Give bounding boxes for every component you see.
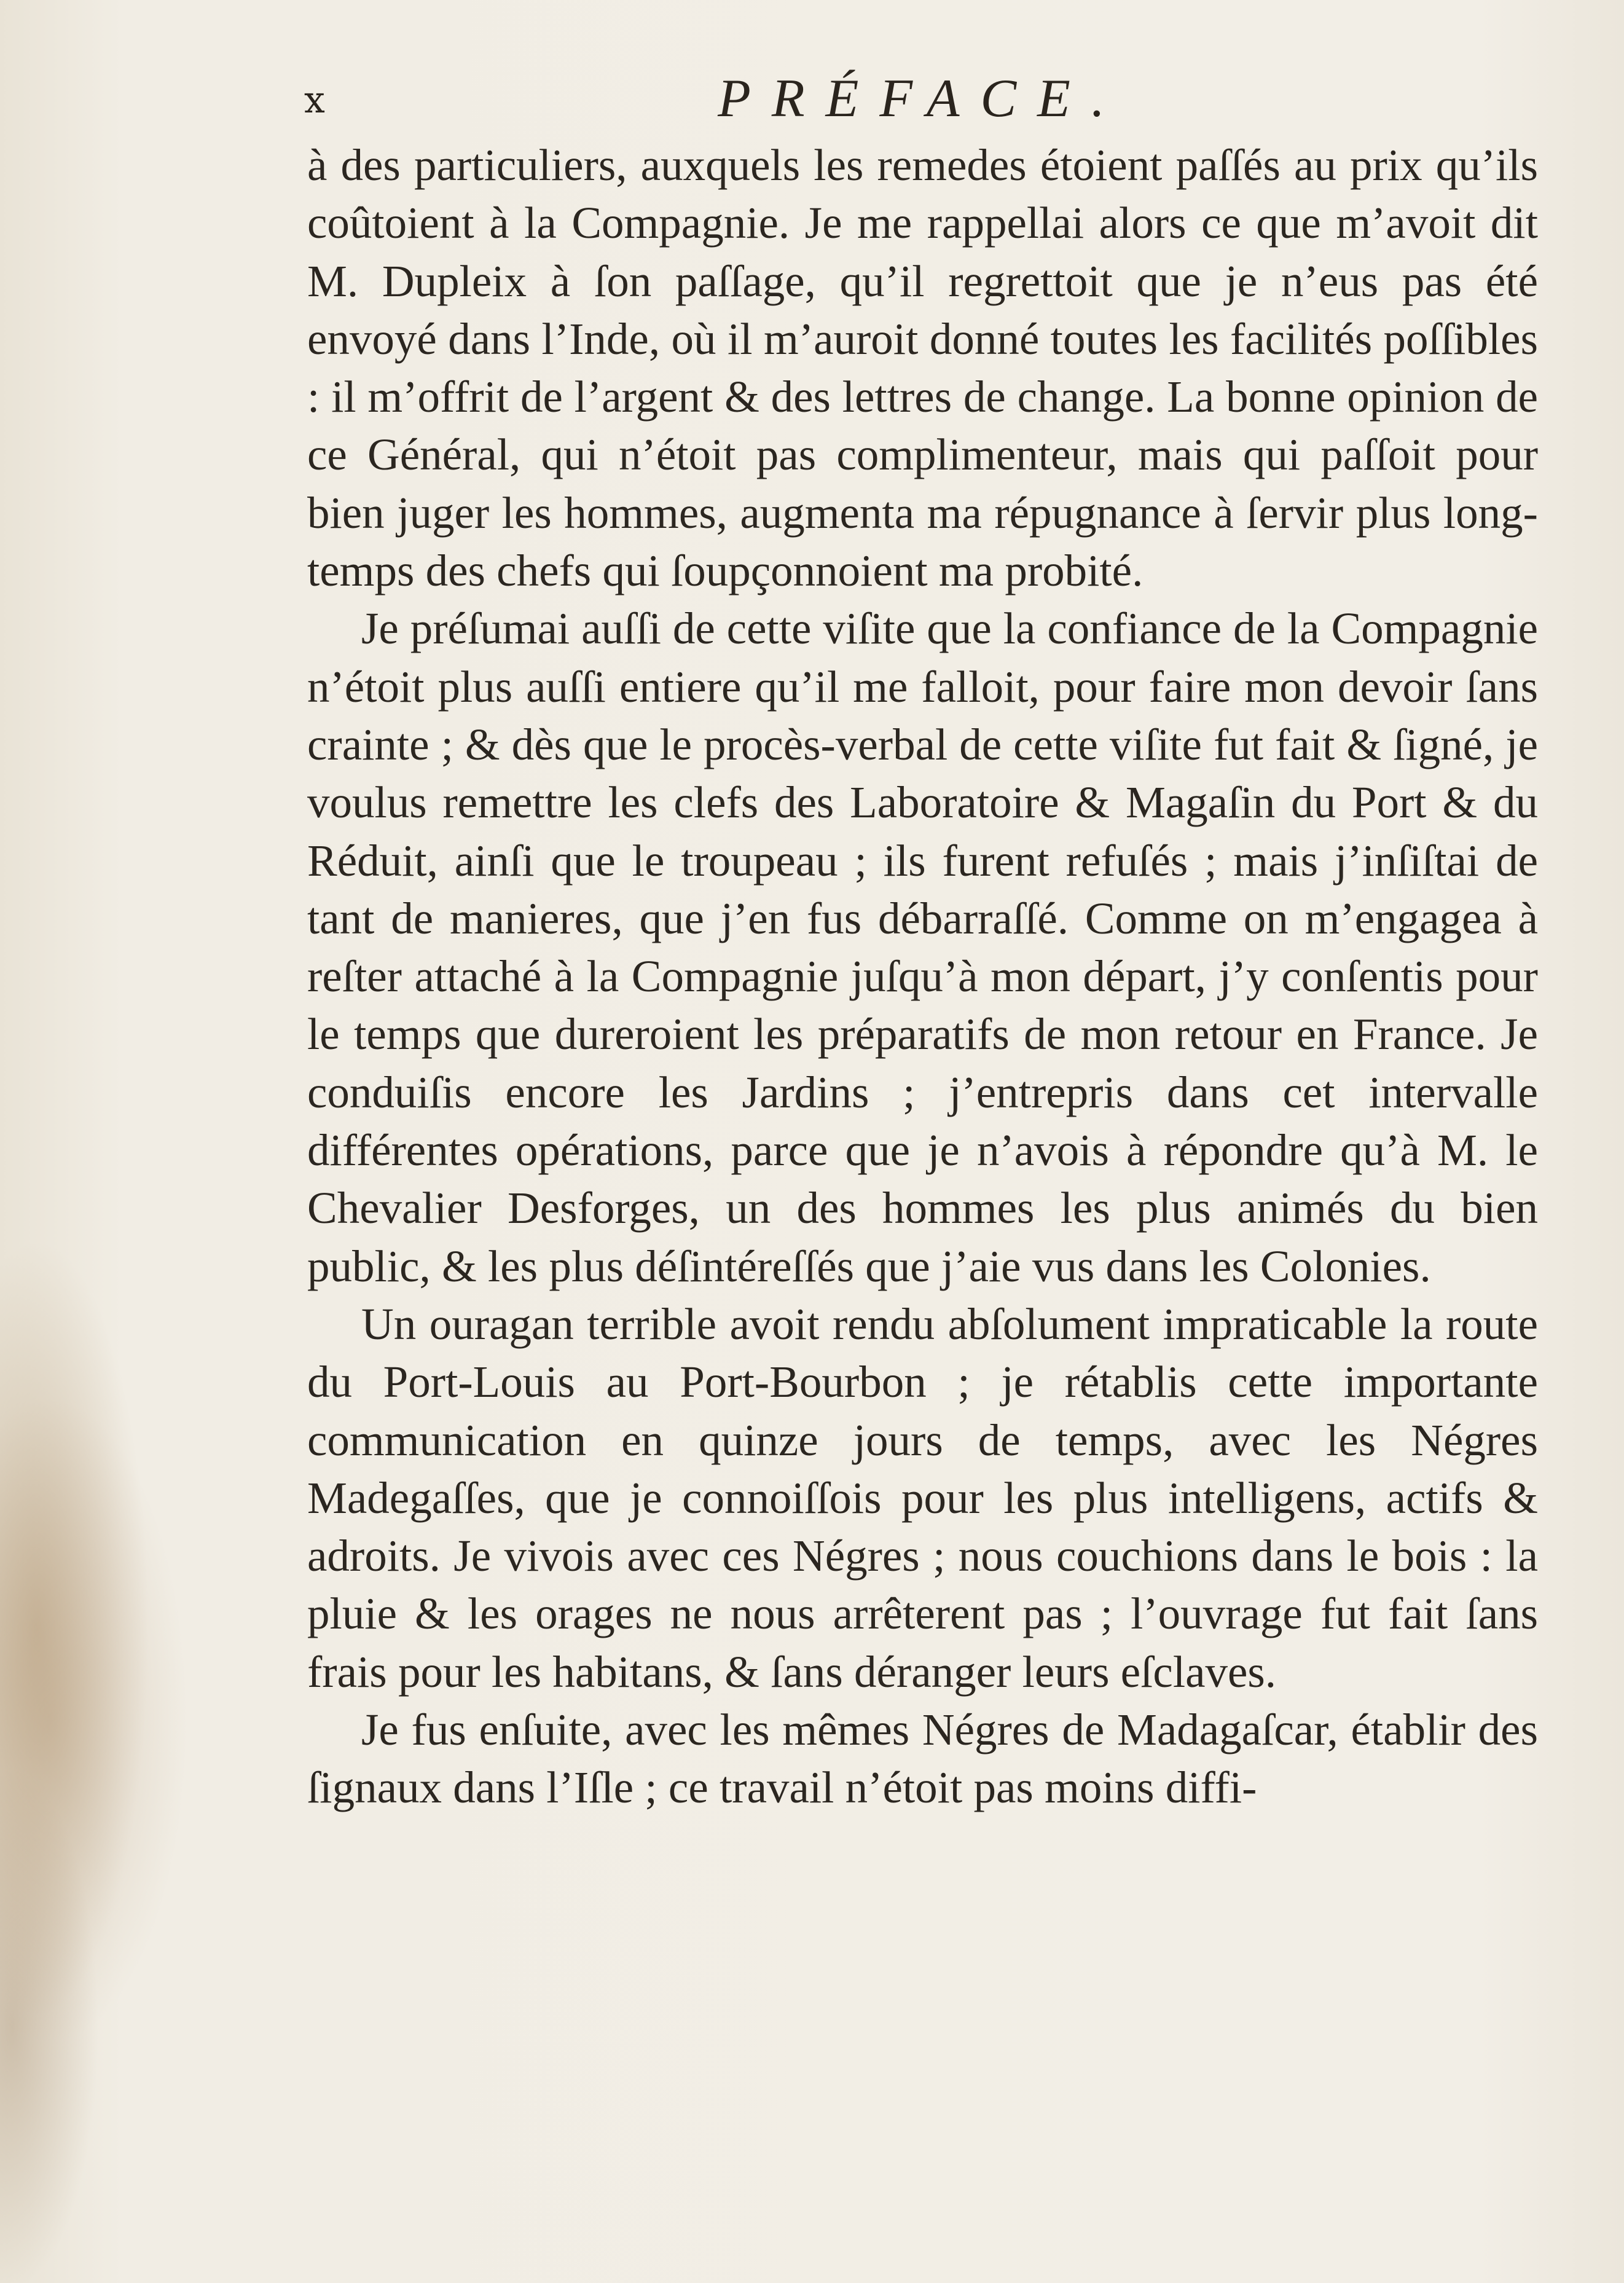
page-header <box>304 68 1539 135</box>
paragraph: Je préſumai auſſi de cette viſite que la confiance de la Compagnie n’étoit plus auſſi entiere qu’il me falloit, pour faire mon devoir ſans crainte ; & dès que le procès-verbal de cette viſite fut fait & ſigné, je voulus remettre les clefs des Laboratoire & Magaſin du Port & du Réduit, ainſi que le troupeau ; ils furent refuſés ; mais j’inſiſtai de tant de manieres, que j’en fus débarraſſé. Comme on m’engagea à reſter attaché à la Compagnie juſqu’à mon départ, j’y conſentis pour le temps que dureroient les préparatifs de mon retour en France. Je conduiſis encore les Jardins ; j’entrepris dans cet intervalle différentes opérations, parce que je n’avois à répondre qu’à M. le Chevalier Desforges, un des hommes les plus animés du bien public, & les plus déſintéreſſés que j’aie vus dans les Colonies. <box>307 603 1538 1291</box>
paragraph: Je fus enſuite, avec les mêmes Négres de Madagaſcar, établir des ſignaux dans l’Iſle ; ce travail n’étoit pas moins diffi- <box>307 1705 1538 1813</box>
body-text <box>307 136 1538 1817</box>
paragraph: à des particuliers, auxquels les remedes étoient paſſés au prix qu’ils coûtoient à la Compagnie. Je me rappellai alors ce que m’avoit dit M. Dupleix à ſon paſſage, qu’il regrettoit que je n’eus pas été envoyé dans l’Inde, où il m’auroit donné toutes les facilités poſſibles : il m’offrit de l’argent & des lettres de change. La bonne opinion de ce Général, qui n’étoit pas complimenteur, mais qui paſſoit pour bien juger les hommes, augmenta ma répugnance à ſervir plus long-temps des chefs qui ſoupçonnoient ma probité. <box>307 140 1538 596</box>
page-stain <box>0 1168 258 2283</box>
page-number: x <box>304 79 325 122</box>
paragraph: Un ouragan terrible avoit rendu abſolument impraticable la route du Port-Louis au Port-Bourbon ; je rétablis cette importante communication en quinze jours de temps, avec les Négres Madegaſſes, que je connoiſſois pour les plus intelligens, actifs & adroits. Je vivois avec ces Négres ; nous couchions dans le bois : la pluie & les orages ne nous arrêterent pas ; l’ouvrage fut fait ſans frais pour les habitans, & ſans déranger leurs eſclaves. <box>307 1299 1538 1697</box>
running-head: PRÉFACE. <box>718 69 1126 128</box>
